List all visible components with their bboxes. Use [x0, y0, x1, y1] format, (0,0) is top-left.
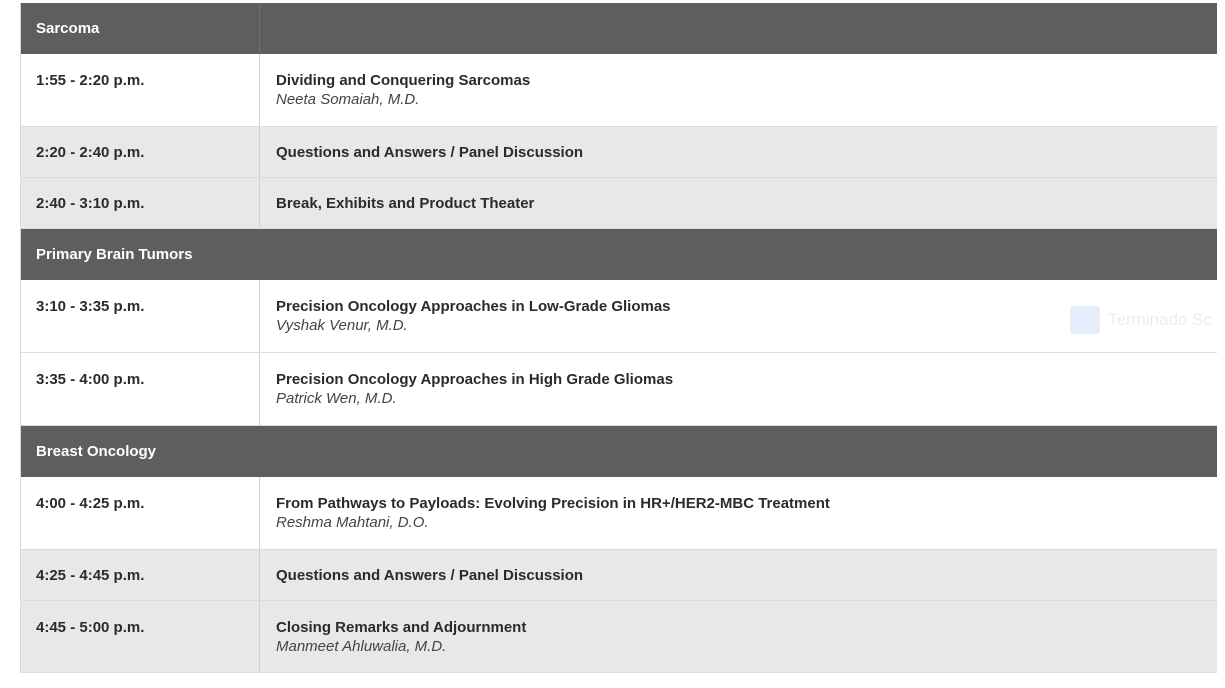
section-title: Breast Oncology [36, 443, 157, 460]
section-title: Primary Brain Tumors [36, 246, 193, 263]
session-title: Break, Exhibits and Product Theater [276, 195, 535, 212]
table-row [21, 550, 1217, 601]
session-details [260, 178, 1217, 228]
table-row [21, 601, 1217, 673]
session-speaker: Patrick Wen, M.D. [276, 390, 397, 407]
session-details [260, 550, 1217, 600]
session-title: Precision Oncology Approaches in Low-Grade Gliomas [276, 298, 671, 315]
session-speaker: Neeta Somaiah, M.D. [276, 91, 420, 108]
table-row [21, 477, 1217, 550]
session-time: 3:10 - 3:35 p.m. [21, 280, 260, 352]
watermark-text: Terminado Sc [1108, 310, 1212, 329]
session-title: From Pathways to Payloads: Evolving Precision in HR+/HER2-MBC Treatment [276, 495, 830, 512]
agenda-table [20, 3, 1217, 673]
table-row [21, 54, 1217, 127]
section-header-sarcoma [21, 3, 1217, 54]
session-speaker: Manmeet Ahluwalia, M.D. [276, 638, 447, 655]
section-title: Sarcoma [36, 20, 100, 37]
session-time: 2:40 - 3:10 p.m. [21, 178, 260, 228]
session-time: 1:55 - 2:20 p.m. [21, 54, 260, 126]
session-details [260, 127, 1217, 177]
session-time: 4:45 - 5:00 p.m. [21, 601, 260, 672]
session-title: Questions and Answers / Panel Discussion [276, 567, 584, 584]
table-row [21, 353, 1217, 426]
session-details [260, 353, 1217, 425]
table-row [21, 280, 1217, 353]
watermark [1070, 305, 1225, 335]
session-title: Closing Remarks and Adjournment [276, 619, 527, 636]
session-title: Dividing and Conquering Sarcomas [276, 72, 531, 89]
table-row [21, 178, 1217, 229]
session-speaker: Vyshak Venur, M.D. [276, 317, 408, 334]
session-speaker: Reshma Mahtani, D.O. [276, 514, 429, 531]
session-details [260, 601, 1217, 672]
session-time: 4:00 - 4:25 p.m. [21, 477, 260, 549]
session-title: Precision Oncology Approaches in High Grade Gliomas [276, 371, 674, 388]
session-time: 2:20 - 2:40 p.m. [21, 127, 260, 177]
section-header-primary-brain-tumors [21, 229, 1217, 280]
session-details [260, 54, 1217, 126]
session-time: 4:25 - 4:45 p.m. [21, 550, 260, 600]
session-title: Questions and Answers / Panel Discussion [276, 144, 584, 161]
table-row [21, 127, 1217, 178]
session-time: 3:35 - 4:00 p.m. [21, 353, 260, 425]
section-header-breast-oncology [21, 426, 1217, 477]
session-details [260, 477, 1217, 549]
app-logo-icon [1070, 306, 1100, 334]
